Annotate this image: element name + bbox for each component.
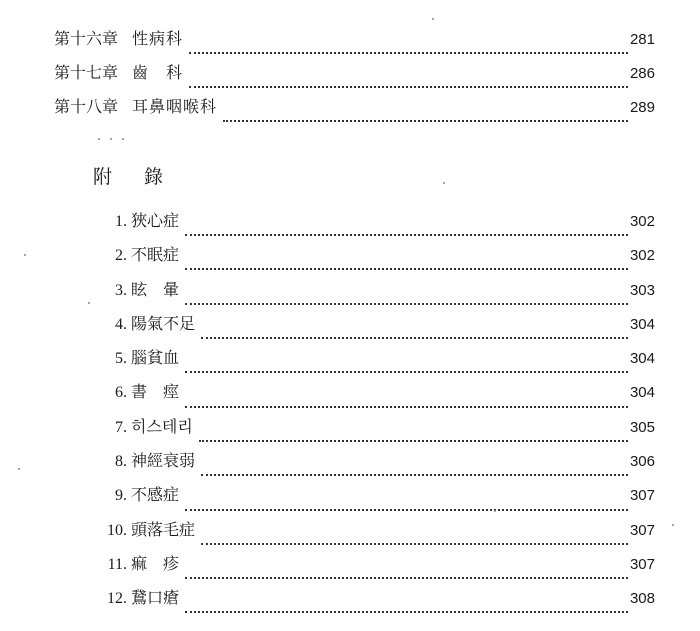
dot-leader — [185, 390, 628, 408]
appendix-heading — [93, 162, 163, 189]
appendix-list — [93, 208, 655, 620]
page-number: 305 — [629, 418, 655, 436]
scan-speck — [18, 468, 20, 470]
page-number: 286 — [629, 65, 655, 82]
chapter-title: 耳鼻咽喉科 — [132, 97, 218, 116]
appendix-row — [93, 414, 655, 448]
page-number: 304 — [629, 315, 655, 333]
item-index: 5. — [115, 350, 127, 368]
dot-leader — [199, 424, 628, 442]
item-label: 히스테리 — [131, 416, 193, 436]
item-index: 9. — [115, 487, 127, 505]
dot-leader — [189, 70, 628, 88]
appendix-row — [93, 551, 655, 585]
page-number: 304 — [629, 384, 655, 402]
chapter-number: 第十七章 — [54, 63, 119, 82]
item-index: 1. — [115, 213, 127, 230]
appendix-row — [93, 242, 655, 276]
appendix-row — [93, 345, 655, 379]
page-number: 306 — [629, 453, 655, 471]
scan-speck — [494, 510, 496, 512]
item-index: 8. — [115, 453, 127, 471]
item-label: 腦貧血 — [131, 348, 180, 368]
chapter-list — [54, 26, 655, 128]
dot-leader — [189, 36, 628, 54]
item-label: 狹心症 — [131, 211, 180, 230]
dot-leader — [185, 493, 628, 511]
appendix-row — [93, 517, 655, 551]
dot-leader — [185, 252, 628, 270]
chapter-title: 性病科 — [132, 29, 184, 48]
chapter-number: 第十八章 — [54, 97, 119, 116]
item-index: 6. — [115, 384, 127, 402]
appendix-row — [93, 448, 655, 482]
dot-leader — [201, 321, 628, 339]
chapter-title: 齒 科 — [132, 63, 184, 82]
item-index: 2. — [115, 247, 127, 265]
item-index: 3. — [115, 281, 127, 299]
dot-leader — [185, 595, 628, 613]
scan-speck — [88, 302, 90, 304]
page-number: 303 — [629, 281, 655, 299]
dot-leader — [185, 287, 628, 305]
page-number: 307 — [629, 521, 655, 539]
scan-speck — [24, 254, 26, 256]
page-number: 307 — [629, 555, 655, 573]
item-label: 痲 疹 — [131, 553, 180, 573]
appendix-row — [93, 311, 655, 345]
page-number: 304 — [629, 350, 655, 368]
dot-leader — [185, 561, 628, 579]
appendix-heading-part1: 附 — [93, 166, 113, 188]
dot-leader — [185, 218, 628, 236]
scan-speck — [443, 182, 445, 184]
scan-speck — [98, 138, 100, 140]
scan-speck — [110, 138, 112, 140]
item-label: 不眠症 — [131, 245, 180, 265]
scan-speck — [122, 138, 124, 140]
page-number: 307 — [629, 487, 655, 505]
chapter-row — [54, 60, 655, 94]
dot-leader — [201, 527, 628, 545]
item-label: 鵞口瘡 — [131, 588, 180, 608]
chapter-number: 第十六章 — [54, 29, 119, 48]
appendix-row — [93, 277, 655, 311]
appendix-row — [93, 208, 655, 242]
item-index: 11. — [107, 555, 127, 573]
item-label: 書 痙 — [131, 382, 180, 402]
chapter-row — [54, 26, 655, 60]
page-number: 308 — [629, 590, 655, 608]
item-index: 12. — [107, 590, 127, 608]
scan-speck — [672, 524, 674, 526]
dot-leader — [223, 104, 628, 122]
appendix-heading-part2: 錄 — [144, 166, 164, 188]
page-number: 302 — [629, 213, 655, 230]
appendix-row — [93, 585, 655, 619]
item-index: 7. — [115, 418, 127, 436]
item-label: 陽氣不足 — [131, 313, 196, 333]
item-label: 神經衰弱 — [131, 451, 196, 471]
dot-leader — [201, 458, 628, 476]
page-number: 302 — [629, 247, 655, 265]
item-label: 不感症 — [131, 485, 180, 505]
page-number: 281 — [629, 31, 655, 48]
page-number: 289 — [629, 99, 655, 116]
appendix-row — [93, 482, 655, 516]
item-label: 頭落毛症 — [131, 519, 196, 539]
dot-leader — [185, 355, 628, 373]
item-index: 10. — [107, 521, 127, 539]
item-index: 4. — [115, 315, 127, 333]
scan-speck — [432, 18, 434, 20]
item-label: 眩 暈 — [131, 279, 180, 299]
appendix-row — [93, 379, 655, 413]
chapter-row — [54, 94, 655, 128]
